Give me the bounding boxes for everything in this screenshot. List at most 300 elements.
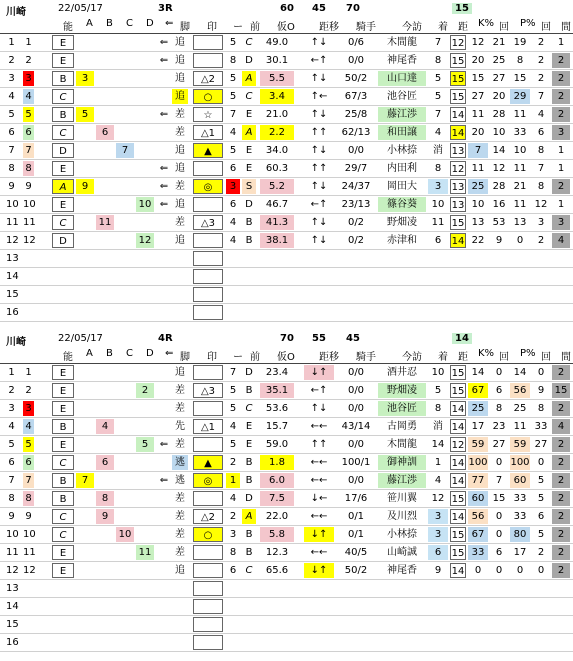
cell-w: 5 (229, 145, 237, 156)
cell-b (96, 473, 114, 488)
cell-n: 16 (6, 637, 19, 648)
table-row (0, 34, 573, 52)
column-header: 仮O (277, 22, 295, 33)
cell-p: 11 (513, 421, 527, 432)
cell-dst: 14 (450, 419, 466, 434)
cell-p: 33 (513, 511, 527, 522)
cell-d (136, 143, 154, 158)
cell-p: 100 (510, 457, 530, 468)
cell-n: 3 (8, 403, 15, 414)
cell-p: 19 (513, 37, 527, 48)
cell-w: 2 (229, 457, 237, 468)
column-header: 脚 (180, 352, 190, 363)
table-row (0, 454, 573, 472)
cell-n: 4 (8, 91, 15, 102)
cell-d (136, 179, 154, 194)
cell-kari: 7.5 (260, 491, 294, 506)
cell-kisyu: 山崎誠 (387, 547, 417, 558)
cell-r1: 12 (492, 163, 506, 174)
cell-dst: 15 (450, 365, 466, 380)
cell-ma: 2 (552, 107, 570, 122)
cell-arr (157, 455, 171, 470)
cell-kyaku: 差 (175, 493, 185, 504)
column-header: C (126, 18, 133, 29)
cell-tyaku: 11 (431, 217, 445, 228)
cell-cc: 7 (116, 143, 134, 158)
cell-kisyu: 及川烈 (387, 511, 417, 522)
column-header: ⇐ (165, 348, 174, 359)
cell-r2: 9 (537, 385, 545, 396)
cell-a: 7 (76, 473, 94, 488)
cell-arr (157, 233, 171, 248)
cell-k: 56 (468, 509, 488, 524)
race-header (0, 3, 573, 18)
cell-kyaku: 追 (175, 163, 185, 174)
cell-arr: ⇐ (159, 109, 169, 120)
cell-r2: 7 (537, 91, 545, 102)
cell-r1: 21 (492, 37, 506, 48)
cell-b (96, 53, 114, 68)
cell-mark: ▲ (193, 455, 223, 470)
cell-kyori: ↑← (310, 91, 328, 102)
cell-b (96, 365, 114, 380)
cell-r1: 0 (495, 457, 503, 468)
cell-p: 25 (513, 403, 527, 414)
cell-kari: 49.0 (265, 37, 289, 48)
cell-pre: A (242, 71, 256, 86)
cell-w: 4 (229, 235, 237, 246)
pace-value-3: 45 (346, 333, 360, 344)
cell-kari: 35.1 (260, 383, 294, 398)
column-header: ー (233, 352, 243, 363)
cell-kyaku: 差 (175, 127, 185, 138)
cell-tyaku: 5 (434, 73, 442, 84)
cell-kyaku: 差 (175, 529, 185, 540)
cell-k: 14 (471, 367, 485, 378)
cell-dst: 12 (450, 161, 466, 176)
cell-nou: B (52, 473, 74, 488)
cell-pre: C (245, 403, 253, 414)
cell-jockey: 0/6 (347, 37, 365, 48)
table-row (0, 616, 573, 634)
cell-mark: ○ (193, 89, 223, 104)
cell-kisyu: 山口達 (378, 71, 426, 86)
cell-kari: 34.0 (265, 145, 289, 156)
column-header: D (146, 348, 154, 359)
cell-g: 2 (25, 385, 32, 396)
cell-b: 9 (96, 509, 114, 524)
cell-p: 60 (510, 473, 530, 488)
cell-d (136, 365, 154, 380)
cell-mark (193, 233, 223, 248)
column-header: A (86, 18, 93, 29)
cell-arr (157, 545, 171, 560)
table-row (0, 52, 573, 70)
cell-d (136, 401, 154, 416)
cell-n: 8 (8, 163, 15, 174)
cell-mark (193, 269, 223, 284)
cell-arr (157, 419, 171, 434)
cell-jockey: 0/2 (347, 217, 365, 228)
cell-kyaku: 差 (175, 403, 185, 414)
cell-nou: C (52, 215, 74, 230)
cell-w: 3 (226, 179, 240, 194)
cell-kyori: ↓← (310, 493, 328, 504)
cell-kari: 60.3 (265, 163, 289, 174)
cell-ma: 2 (552, 53, 570, 68)
cell-jockey: 17/6 (344, 493, 368, 504)
table-row (0, 142, 573, 160)
cell-n: 15 (6, 289, 19, 300)
cell-nou: B (52, 419, 74, 434)
table-row (0, 364, 573, 382)
pace-value-2: 55 (312, 333, 326, 344)
cell-jockey: 0/0 (347, 385, 365, 396)
cell-b: 6 (96, 455, 114, 470)
table-row (0, 598, 573, 616)
cell-d (136, 455, 154, 470)
cell-mark (193, 635, 223, 650)
cell-kari: 12.3 (265, 547, 289, 558)
cell-g: 1 (25, 367, 32, 378)
cell-ma: 1 (557, 163, 565, 174)
cell-kisyu: 古岡勇 (387, 421, 417, 432)
table-row (0, 580, 573, 598)
venue-label: 川崎 (6, 7, 26, 18)
race-panel-1 (0, 3, 573, 329)
cell-cc (116, 89, 134, 104)
cell-d (136, 419, 154, 434)
cell-arr: ⇐ (159, 475, 169, 486)
cell-nou: E (52, 35, 74, 50)
cell-arr (157, 89, 171, 104)
cell-k: 12 (471, 37, 485, 48)
race-date: 22/05/17 (58, 3, 103, 14)
cell-dst: 15 (450, 215, 466, 230)
cell-ma: 2 (552, 365, 570, 380)
cell-jockey: 0/1 (347, 511, 365, 522)
cell-mark: ○ (193, 527, 223, 542)
cell-kisyu: 御神訓 (378, 455, 426, 470)
race-panel-2 (0, 333, 573, 659)
cell-r2: 12 (534, 199, 548, 210)
table-row (0, 268, 573, 286)
cell-mark (193, 251, 223, 266)
cell-nou: C (52, 527, 74, 542)
cell-jockey: 0/0 (347, 55, 365, 66)
cell-ma: 2 (552, 509, 570, 524)
cell-n: 9 (8, 181, 15, 192)
cell-cc (116, 197, 134, 212)
column-header: D (146, 18, 154, 29)
cell-arr: ⇐ (159, 37, 169, 48)
column-header: 騎手 (356, 22, 376, 33)
cell-a (76, 401, 94, 416)
cell-mark: △2 (193, 71, 223, 86)
pace-value-1: 70 (280, 333, 294, 344)
cell-dst: 14 (450, 455, 466, 470)
cell-g: 12 (23, 235, 36, 246)
cell-p: 8 (516, 55, 524, 66)
cell-a (76, 197, 94, 212)
cell-w: 3 (229, 529, 237, 540)
cell-r1: 23 (492, 421, 506, 432)
cell-nou: D (52, 143, 74, 158)
cell-p: 21 (513, 181, 527, 192)
cell-d: 5 (136, 437, 154, 452)
cell-ma: 1 (557, 199, 565, 210)
cell-nou: C (52, 89, 74, 104)
cell-w: 4 (229, 421, 237, 432)
cell-a (76, 89, 94, 104)
cell-a (76, 125, 94, 140)
cell-g (23, 599, 34, 614)
column-header: B (106, 18, 113, 29)
cell-dst: 14 (450, 233, 466, 248)
column-header-row (0, 16, 573, 34)
cell-pre: B (245, 547, 253, 558)
cell-mark (193, 35, 223, 50)
cell-kyori: ←← (310, 511, 328, 522)
cell-tyaku: 14 (431, 439, 445, 450)
cell-cc (116, 509, 134, 524)
cell-pre: D (245, 199, 253, 210)
cell-tyaku: 8 (434, 55, 442, 66)
cell-nou: A (52, 179, 74, 194)
cell-w: 5 (229, 385, 237, 396)
cell-kyori: ↓↑ (304, 527, 334, 542)
cell-pre: C (245, 37, 253, 48)
cell-r1: 25 (492, 55, 506, 66)
cell-tyaku: 3 (428, 509, 448, 524)
cell-arr (157, 527, 171, 542)
cell-g (23, 581, 34, 596)
column-header: 間 (561, 352, 571, 363)
column-header: 前 (250, 352, 260, 363)
cell-kisyu: 岡田大 (387, 181, 417, 192)
cell-pre: B (245, 457, 253, 468)
table-row (0, 508, 573, 526)
cell-w: 5 (229, 91, 237, 102)
cell-mark (193, 161, 223, 176)
cell-nou: E (52, 563, 74, 578)
cell-arr: ⇐ (159, 439, 169, 450)
cell-nou: E (52, 383, 74, 398)
cell-nou: B (52, 107, 74, 122)
cell-n: 9 (8, 511, 15, 522)
cell-kyori: ↑↓ (310, 181, 328, 192)
column-header: P% (520, 348, 536, 359)
cell-pre: B (245, 529, 253, 540)
cell-k: 77 (468, 473, 488, 488)
cell-d (136, 161, 154, 176)
cell-r2: 2 (537, 547, 545, 558)
cell-kisyu: 藤江渉 (378, 107, 426, 122)
cell-k: 20 (471, 55, 485, 66)
cell-mark: ☆ (193, 107, 223, 122)
cell-ma: 15 (552, 383, 570, 398)
cell-tyaku: 7 (434, 37, 442, 48)
cell-g: 10 (23, 199, 36, 210)
cell-r2: 5 (537, 493, 545, 504)
cell-tyaku: 10 (431, 199, 445, 210)
race-header (0, 333, 573, 348)
cell-kyori: ←↑ (310, 55, 328, 66)
cell-a (76, 545, 94, 560)
cell-kisyu: 内田利 (387, 163, 417, 174)
cell-r2: 7 (537, 163, 545, 174)
cell-mark (193, 197, 223, 212)
cell-ma: 2 (552, 437, 570, 452)
column-header: 騎手 (356, 352, 376, 363)
cell-kyaku: 差 (175, 547, 185, 558)
cell-k: 33 (468, 545, 488, 560)
cell-a (76, 233, 94, 248)
cell-cc (116, 215, 134, 230)
cell-r2: 5 (537, 475, 545, 486)
cell-k: 11 (471, 163, 485, 174)
cell-n: 2 (8, 385, 15, 396)
cell-d: 12 (136, 233, 154, 248)
cell-kisyu: 野畑凌 (387, 217, 417, 228)
cell-r2: 2 (537, 37, 545, 48)
column-header: 能 (63, 352, 73, 363)
pace-value-2: 45 (312, 3, 326, 14)
cell-n: 2 (8, 55, 15, 66)
race-number: 4R (158, 333, 173, 344)
cell-b (96, 89, 114, 104)
cell-jockey: 0/0 (347, 475, 365, 486)
cell-dst: 15 (450, 89, 466, 104)
cell-g: 4 (23, 89, 34, 104)
cell-pre: A (242, 509, 256, 524)
cell-pre: C (245, 565, 253, 576)
cell-kisyu: 笹川翼 (387, 493, 417, 504)
cell-cc (116, 455, 134, 470)
cell-n: 1 (8, 37, 15, 48)
cell-kyori: ↑↑ (310, 439, 328, 450)
cell-kyaku: 差 (175, 511, 185, 522)
cell-tyaku: 6 (428, 545, 448, 560)
cell-r1: 0 (495, 529, 503, 540)
cell-g: 8 (23, 161, 34, 176)
cell-dst: 14 (450, 401, 466, 416)
cell-dst: 15 (450, 383, 466, 398)
cell-r2: 0 (537, 565, 545, 576)
cell-a (76, 563, 94, 578)
cell-g: 6 (23, 455, 34, 470)
cell-g (23, 287, 34, 302)
cell-b (96, 563, 114, 578)
cell-kari: 2.2 (260, 125, 294, 140)
cell-kyori: ↑↓ (310, 235, 328, 246)
cell-cc (116, 545, 134, 560)
cell-nou: E (52, 197, 74, 212)
cell-mark (193, 437, 223, 452)
cell-pre: D (245, 55, 253, 66)
cell-k: 67 (468, 527, 488, 542)
column-header: 回 (541, 352, 551, 363)
cell-b (96, 383, 114, 398)
cell-b (96, 161, 114, 176)
table-row (0, 472, 573, 490)
cell-n: 7 (8, 475, 15, 486)
cell-kari: 21.0 (265, 109, 289, 120)
cell-mark (193, 545, 223, 560)
table-row (0, 634, 573, 652)
cell-d (136, 71, 154, 86)
table-row (0, 106, 573, 124)
cell-cc (116, 71, 134, 86)
cell-p: 33 (513, 127, 527, 138)
cell-a: 9 (76, 179, 94, 194)
column-header: 前 (250, 22, 260, 33)
cell-tyaku: 1 (434, 457, 442, 468)
cell-cc (116, 563, 134, 578)
cell-cc (116, 473, 134, 488)
cell-a (76, 35, 94, 50)
cell-dst: 14 (450, 473, 466, 488)
table-row (0, 286, 573, 304)
cell-kari: 1.8 (260, 455, 294, 470)
cell-b (96, 401, 114, 416)
cell-n: 14 (6, 271, 19, 282)
cell-ma: 1 (557, 145, 565, 156)
cell-arr (157, 509, 171, 524)
cell-a (76, 161, 94, 176)
table-row (0, 70, 573, 88)
cell-mark: △2 (193, 509, 223, 524)
cell-kisyu: 小林捺 (387, 529, 417, 540)
table-row (0, 436, 573, 454)
cell-pre: E (245, 421, 253, 432)
cell-kyori: ↑↑ (310, 127, 328, 138)
cell-n: 8 (8, 493, 15, 504)
cell-tyaku: 4 (434, 127, 442, 138)
cell-k: 100 (468, 457, 488, 468)
cell-kisyu: 酒井忍 (387, 367, 417, 378)
cell-r1: 27 (492, 73, 506, 84)
cell-kari: 3.4 (260, 89, 294, 104)
cell-dst: 12 (450, 437, 466, 452)
cell-r2: 0 (537, 367, 545, 378)
cell-kari: 15.7 (265, 421, 289, 432)
race-number: 3R (158, 3, 173, 14)
cell-r2: 2 (537, 73, 545, 84)
cell-dst: 15 (450, 71, 466, 86)
cell-k: 59 (468, 437, 488, 452)
cell-kyaku: 逃 (172, 455, 188, 470)
cell-kari: 22.0 (265, 511, 289, 522)
cell-p: 14 (513, 367, 527, 378)
cell-kyori: ↓↑ (304, 365, 334, 380)
cell-mark: ◎ (193, 473, 223, 488)
cell-a (76, 143, 94, 158)
cell-kyaku: 追 (175, 235, 185, 246)
cell-jockey: 40/5 (344, 547, 368, 558)
cell-tyaku: 消 (433, 421, 443, 432)
cell-r1: 28 (492, 181, 506, 192)
cell-kyaku: 差 (175, 439, 185, 450)
cell-jockey: 0/2 (347, 235, 365, 246)
cell-arr (157, 491, 171, 506)
cell-p: 80 (510, 527, 530, 542)
cell-w: 7 (229, 109, 237, 120)
cell-ma: 1 (557, 37, 565, 48)
cell-kisyu: 小林捺 (387, 145, 417, 156)
cell-d: 11 (136, 545, 154, 560)
cell-k: 25 (468, 179, 488, 194)
